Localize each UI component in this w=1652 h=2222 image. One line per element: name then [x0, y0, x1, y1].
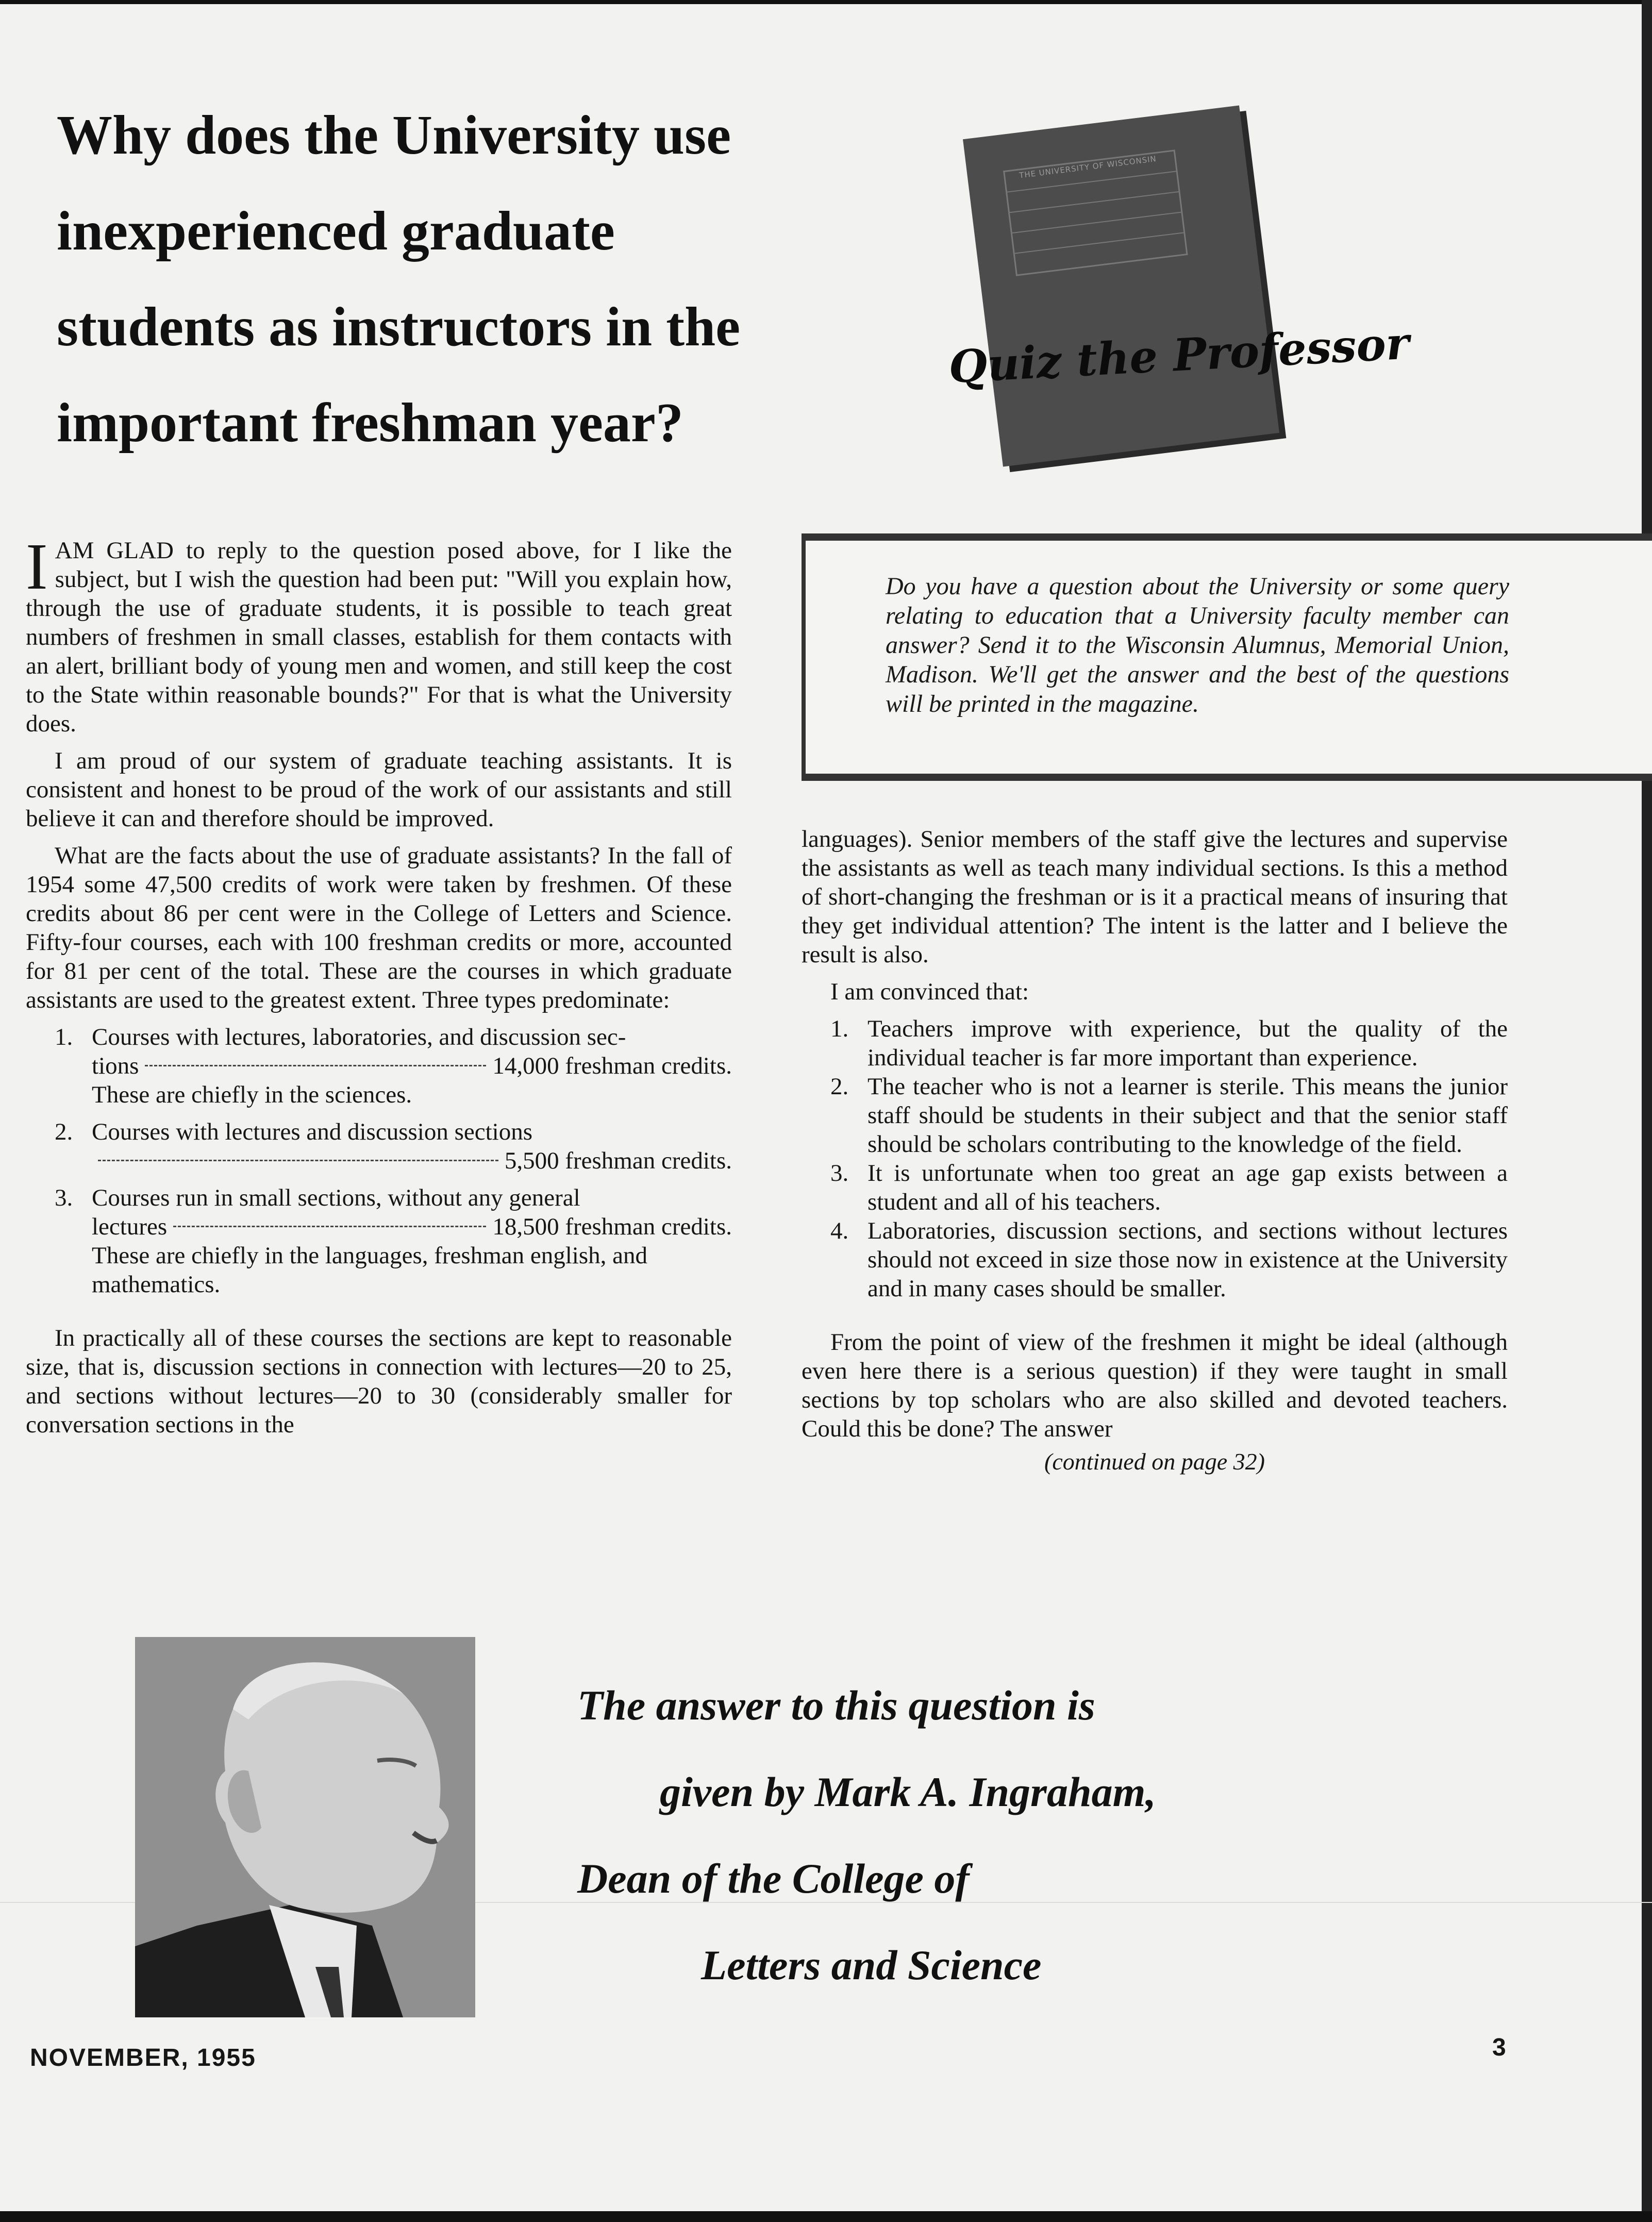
folder-form-lines: [1003, 149, 1188, 276]
credits-value: 18,500 freshman credits.: [492, 1213, 732, 1240]
item-text: Courses with lectures and discussion sections: [92, 1118, 533, 1145]
item-number: 2.: [830, 1073, 849, 1100]
conviction-item: [802, 1014, 1508, 1072]
caption-line: given by Mark A. Ingraham,: [660, 1768, 1156, 1815]
credits-label: tions: [92, 1052, 139, 1079]
article-paragraph: languages). Senior members of the staff give the lectures and supervise the assistants as well as teach many individual sections. Is this a method of short-changing the freshman or is it a practical means of insuring that they get individual attention? The intent is the latter and I believe the result is also.: [802, 826, 1508, 968]
item-number: 3.: [830, 1160, 849, 1187]
dotted-leader: [145, 1065, 486, 1066]
credits-label: lectures: [92, 1213, 168, 1240]
author-caption: [577, 1662, 1402, 2009]
headline-line: important freshman year?: [57, 392, 683, 454]
item-text: Teachers improve with experience, but the quality of the individual teacher is far more important than experience.: [867, 1015, 1508, 1071]
caption-line: Dean of the College of: [577, 1855, 970, 1902]
quiz-the-professor-logo: [947, 103, 1411, 474]
item-number: 1.: [55, 1024, 73, 1050]
article-paragraph: [26, 530, 732, 738]
item-number: 4.: [830, 1217, 849, 1244]
headline-line: Why does the University use: [57, 105, 731, 166]
portrait-graphic: [135, 1637, 475, 2017]
quiz-title: Quiz the Professor: [947, 317, 1411, 394]
scan-edge-bottom: [0, 2211, 1652, 2222]
caption-line: Letters and Science: [701, 1942, 1042, 1989]
item-text: The teacher who is not a learner is sterile. This means the junior staff should be students in their subject and that the senior staff should be scholars contributing to the knowledge of the field.: [867, 1073, 1508, 1158]
conviction-item: [802, 1216, 1508, 1303]
item-text: Laboratories, discussion sections, and sections without lectures should not exceed in size those now in existence at the University and in many cases should be smaller.: [867, 1217, 1508, 1302]
headline-line: students as instructors in the: [57, 296, 741, 358]
credits-value: 5,500 freshman credits.: [504, 1147, 732, 1174]
item-number: 2.: [55, 1118, 73, 1145]
item-note: These are chiefly in the languages, freshman english, and mathematics.: [92, 1242, 647, 1298]
item-text: It is unfortunate when too great an age gap exists between a student and all of his teachers.: [867, 1160, 1508, 1215]
headline-line: inexperienced graduate: [57, 201, 615, 262]
article-column-left: [26, 530, 732, 1439]
conviction-item: [802, 1159, 1508, 1216]
page-number: 3: [1492, 2034, 1506, 2061]
conviction-item: [802, 1072, 1508, 1159]
folder-label: THE UNIVERSITY OF WISCONSIN: [1019, 154, 1157, 180]
item-text: Courses run in small sections, without any general: [92, 1184, 580, 1211]
continued-note: (continued on page 32): [1044, 1448, 1265, 1475]
item-text: Courses with lectures, laboratories, and discussion sec-: [92, 1024, 626, 1050]
article-paragraph: What are the facts about the use of graduate assistants? In the fall of 1954 some 47,500 credits of work were taken by freshmen. Of these credits about 86 per cent were in the College of Letters and Science. Fifty-four courses, each with 100 freshman credits or more, accounted for 81 per cent of the total. These are the courses in which graduate assistants are used to the greatest extent. Three types predominate:: [26, 842, 732, 1013]
course-type-item: [26, 1023, 732, 1109]
credits-value: 14,000 freshman credits.: [492, 1052, 732, 1079]
item-note: These are chiefly in the sciences.: [92, 1081, 412, 1108]
headline: [57, 88, 933, 471]
dotted-leader: [98, 1160, 498, 1161]
article-paragraph: In practically all of these courses the sections are kept to reasonable size, that is, discussion sections in connection with lectures—20 to 25, and sections without lectures—20 to 30 (considerably smaller for conversation sections in the: [26, 1325, 732, 1438]
credits-row: [92, 1146, 732, 1175]
callout-box: [802, 533, 1652, 781]
folder-graphic: [963, 105, 1279, 466]
paragraph-text: AM GLAD to reply to the question posed above, for I like the subject, but I wish the question had been put: "Will you explain how, through the use of graduate students, it is possible to teach great numbers of freshmen in small classes, establish for them contacts with an alert, brilliant body of young men and women, and still keep the cost to the State within reasonable bounds?" For that is what the University does.: [26, 537, 732, 737]
callout-text: Do you have a question about the University or some query relating to education that a University faculty member can answer? Send it to the Wisconsin Alumnus, Memorial Union, Madison. We'll get the answer and the best of the questions will be printed in the magazine.: [886, 573, 1509, 717]
article-paragraph: I am proud of our system of graduate teaching assistants. It is consistent and honest to be proud of the work of our assistants and still believe it can and therefore should be improved.: [26, 747, 732, 832]
credits-row: [92, 1051, 732, 1080]
item-number: 1.: [830, 1015, 849, 1042]
drop-cap: I: [26, 530, 48, 603]
course-type-item: [26, 1183, 732, 1299]
credits-row: [92, 1212, 732, 1241]
item-number: 3.: [55, 1184, 73, 1211]
author-portrait: [135, 1637, 475, 2017]
issue-date: NOVEMBER, 1955: [30, 2044, 256, 2071]
course-type-item: [26, 1117, 732, 1175]
scan-edge-top: [0, 0, 1652, 4]
scan-edge-right: [1642, 0, 1652, 2222]
article-column-right: [802, 825, 1508, 1476]
article-paragraph: From the point of view of the freshmen it might be ideal (although even here there is a serious question) if they were taught in small sections by top scholars who are also skilled and devoted teachers. Could this be done? The answer: [802, 1329, 1508, 1442]
dotted-leader: [173, 1226, 486, 1227]
article-paragraph: I am convinced that:: [830, 978, 1029, 1005]
caption-line: The answer to this question is: [577, 1682, 1095, 1729]
